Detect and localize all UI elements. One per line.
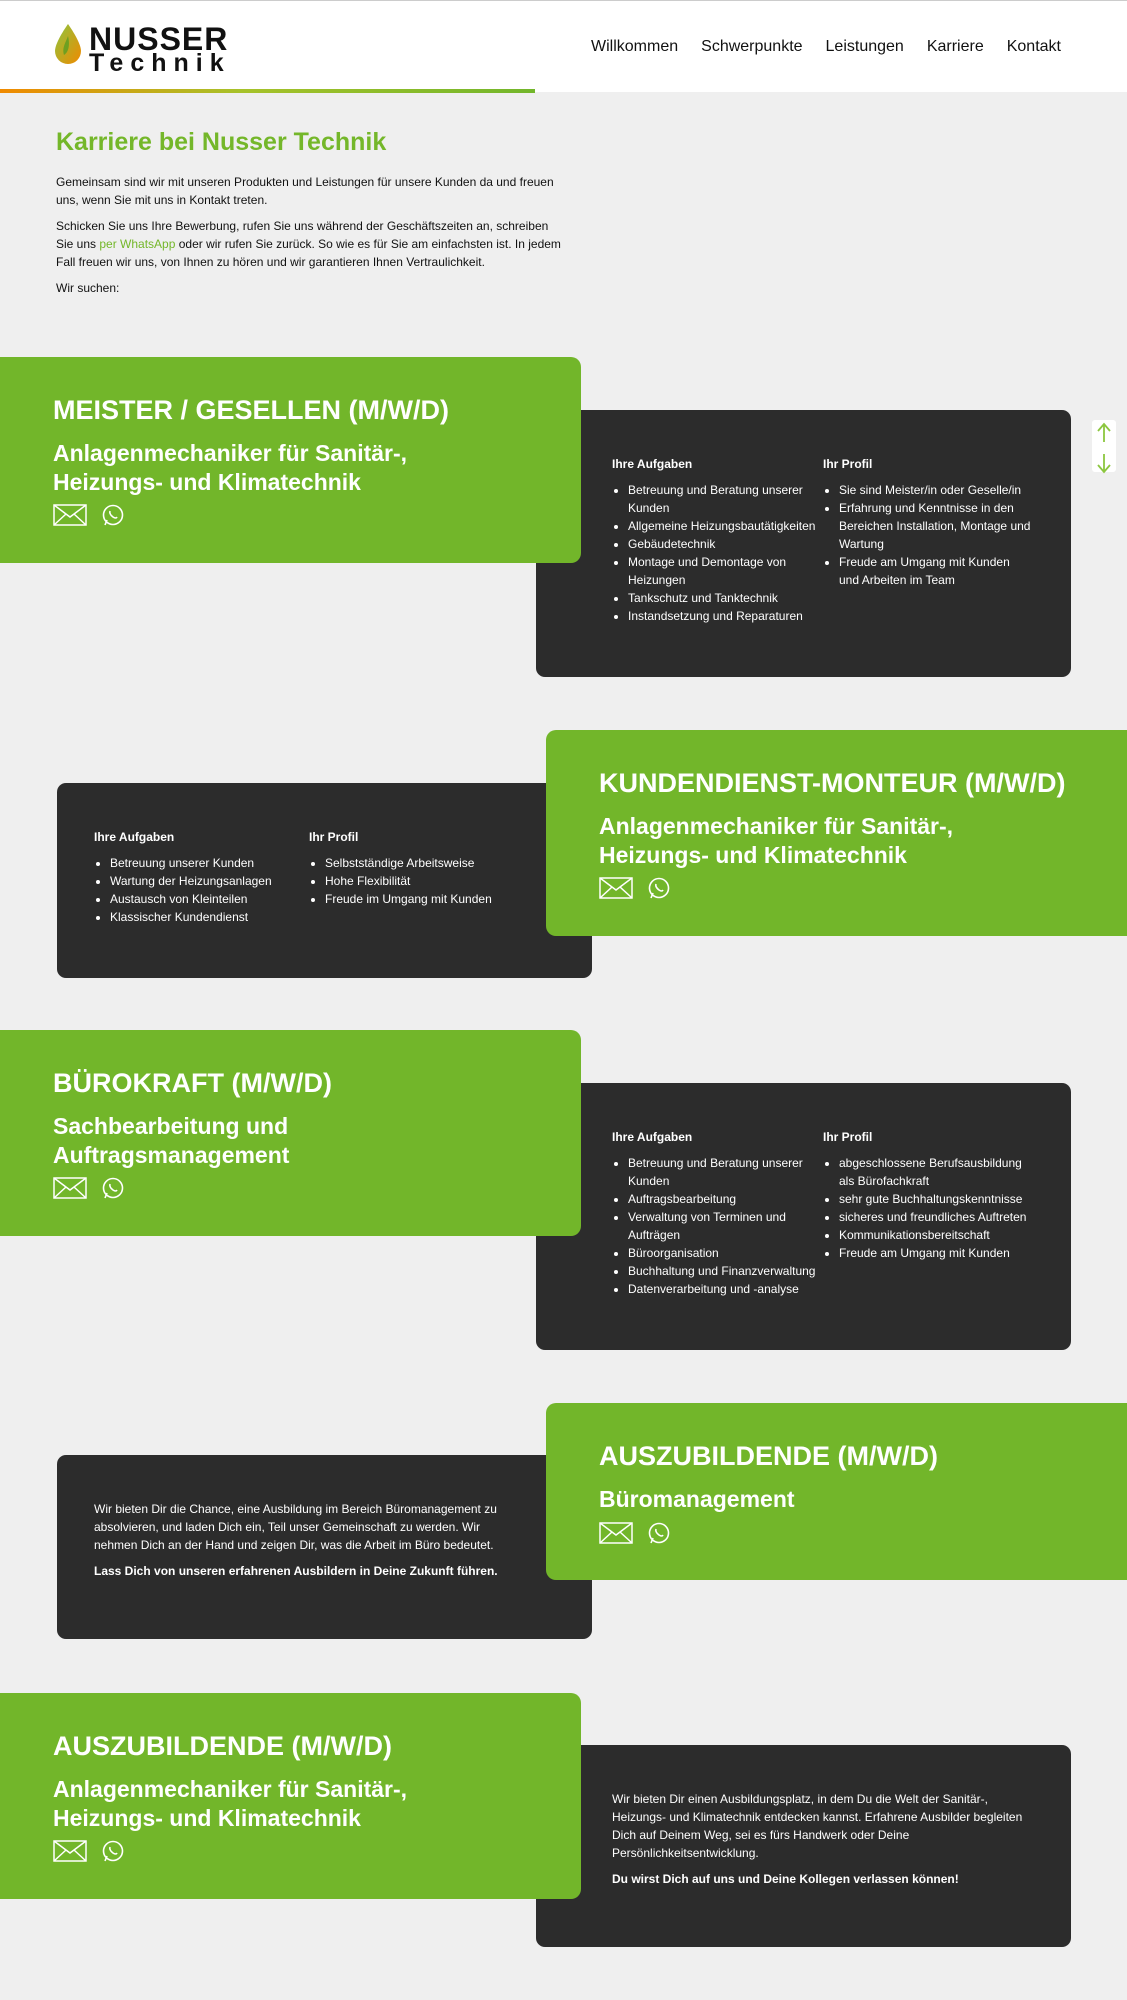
intro-section [56,128,566,305]
tasks-heading: Ihre Aufgaben [612,1130,693,1144]
profile-heading: Ihr Profil [823,457,873,471]
contact-icons [599,876,671,900]
job-details-card [536,1745,1071,1947]
job-subtitle: Büromanagement [599,1486,795,1512]
mail-icon[interactable] [53,1840,87,1862]
intro-contact-part1: Schicken Sie uns Ihre Bewerbung, rufen Sie uns während der Geschäftszeiten an, schreiben Sie uns [56,219,549,251]
nav-karriere[interactable]: Karriere [926,38,984,55]
mail-icon[interactable] [53,1177,87,1199]
job-subtitle: Anlagenmechaniker für Sanitär-, Heizungs- und Klimatechnik [599,813,954,868]
tasks-heading: Ihre Aufgaben [612,457,693,471]
list-item: • Betreuung und Beratung unserer Kunden [628,1154,822,1190]
job-subtitle: Sachbearbeitung und Auftragsmanagement [53,1113,290,1168]
nav-willkommen[interactable]: Willkommen [591,38,679,55]
intro-contact-text [56,217,566,271]
job-details-card [57,1455,592,1639]
mail-icon[interactable] [599,877,633,899]
job-subtitle: Anlagenmechaniker für Sanitär-, Heizungs- und Klimatechnik [53,1776,408,1831]
whatsapp-icon[interactable] [647,1521,671,1545]
main-nav [591,38,1061,56]
list-item: • Gebäudetechnik [628,535,822,553]
job-title-card [0,357,581,563]
job-title-card [0,1693,581,1899]
list-item: • Erfahrung und Kenntnisse in den Bereichen Installation, Montage und Wartung [839,499,1033,553]
list-item: • Montage und Demontage von Heizungen [628,553,822,589]
tasks-column [612,457,822,625]
list-item: • sehr gute Buchhaltungskenntnisse [839,1190,1038,1208]
job-title: KUNDENDIENST-MONTEUR (M/W/D) [599,768,1066,798]
job-description [94,1500,504,1588]
logo[interactable] [55,21,235,77]
tasks-column [612,1130,822,1298]
job-title-card [546,1403,1127,1580]
whatsapp-icon[interactable] [647,876,671,900]
tasks-heading: Ihre Aufgaben [94,830,175,844]
job-description [612,1790,1032,1896]
job-title-card [0,1030,581,1236]
description-text: Wir bieten Dir die Chance, eine Ausbildung im Bereich Büromanagement zu absolvieren, und laden Dich ein, Teil unser Gemeinschaft zu werden. Wir nehmen Dich an der Hand und zeigen Dir, was die Arbeit im Büro bedeutet. [94,1502,497,1552]
intro-contact-part2: oder wir rufen Sie zurück. So wie es für Sie am einfachsten ist. In jedem Fall freuen wir uns, von Ihnen zu hören und wir garantieren Ihnen Vertraulichkeit. [56,237,561,269]
description-text: Wir bieten Dir einen Ausbildungsplatz, in dem Du die Welt der Sanitär-, Heizungs- und Klimatechnik entdecken kannst. Erfahrene Ausbilder begleiten Dich auf Deinem Weg, sei es fürs Handwerk oder Deine Persönlichkeitsentwicklung. [612,1792,1023,1860]
list-item: • Tankschutz und Tanktechnik [628,589,822,607]
list-item: • Instandsetzung und Reparaturen [628,607,822,625]
list-item: • Wartung der Heizungsanlagen [110,872,304,890]
whatsapp-icon[interactable] [101,503,125,527]
contact-icons [53,503,125,527]
job-title: AUSZUBILDENDE (M/W/D) [599,1441,938,1471]
job-subtitle: Anlagenmechaniker für Sanitär-, Heizungs- und Klimatechnik [53,440,408,495]
list-item: • Betreuung unserer Kunden [110,854,304,872]
contact-icons [599,1521,671,1545]
job-details-card [57,783,592,978]
description-highlight: Du wirst Dich auf uns und Deine Kollegen verlassen können! [612,1872,959,1886]
nav-leistungen[interactable]: Leistungen [825,38,904,55]
description-highlight: Lass Dich von unseren erfahrenen Ausbildern in Deine Zukunft führen. [94,1564,498,1578]
logo-name: NUSSER [89,21,229,57]
profile-heading: Ihr Profil [823,1130,873,1144]
logo-subname: Technik [89,49,231,77]
list-item: • Sie sind Meister/in oder Geselle/in [839,481,1033,499]
mail-icon[interactable] [53,504,87,526]
intro-text: Gemeinsam sind wir mit unseren Produkten und Leistungen für unsere Kunden da und freuen uns, wenn Sie mit uns in Kontakt treten. [56,175,554,207]
list-item: • Hohe Flexibilität [325,872,519,890]
profile-heading: Ihr Profil [309,830,359,844]
list-item: • Datenverarbeitung und -analyse [628,1280,822,1298]
whatsapp-icon[interactable] [101,1839,125,1863]
list-item: • Selbstständige Arbeitsweise [325,854,519,872]
job-details-card [536,1083,1071,1350]
mail-icon[interactable] [599,1522,633,1544]
tasks-column [94,830,304,926]
list-item: • Buchhaltung und Finanzverwaltung [628,1262,822,1280]
page-title: Karriere bei Nusser Technik [56,128,387,156]
list-item: • Klassischer Kundendienst [110,908,304,926]
nav-kontakt[interactable]: Kontakt [1006,38,1061,55]
job-details-card [536,410,1071,677]
list-item: • Auftragsbearbeitung [628,1190,822,1208]
list-item: • Austausch von Kleinteilen [110,890,304,908]
job-title-card [546,730,1127,936]
list-item: • abgeschlossene Berufsausbildung als Bürofachkraft [839,1154,1038,1190]
nav-schwerpunkte[interactable]: Schwerpunkte [701,38,803,55]
list-item: • Betreuung und Beratung unserer Kunden [628,481,822,517]
contact-icons [53,1176,125,1200]
list-item: • Freude im Umgang mit Kunden [325,890,519,908]
job-title: MEISTER / GESELLEN (M/W/D) [53,395,449,425]
list-item: • Freude am Umgang mit Kunden [839,1244,1038,1262]
job-title: BÜROKRAFT (M/W/D) [53,1068,332,1098]
list-item: • sicheres und freundliches Auftreten [839,1208,1038,1226]
list-item: • Allgemeine Heizungsbautätigkeiten [628,517,822,535]
whatsapp-link[interactable]: per WhatsApp [99,237,176,251]
profile-column [823,1130,1038,1262]
list-item: • Freude am Umgang mit Kunden und Arbeiten im Team [839,553,1033,589]
header-gradient-line [0,89,535,93]
contact-icons [53,1839,125,1863]
profile-column [309,830,519,908]
scroll-controls [1092,420,1116,472]
list-item: • Büroorganisation [628,1244,822,1262]
profile-column [823,457,1033,589]
list-item: • Verwaltung von Terminen und Aufträgen [628,1208,822,1244]
scroll-up-icon[interactable] [1092,420,1116,446]
site-header [0,0,1127,92]
list-item: • Kommunikationsbereitschaft [839,1226,1038,1244]
scroll-down-icon[interactable] [1092,451,1116,477]
drop-logo-icon [55,24,81,64]
intro-searching: Wir suchen: [56,281,120,295]
whatsapp-icon[interactable] [101,1176,125,1200]
job-title: AUSZUBILDENDE (M/W/D) [53,1731,392,1761]
